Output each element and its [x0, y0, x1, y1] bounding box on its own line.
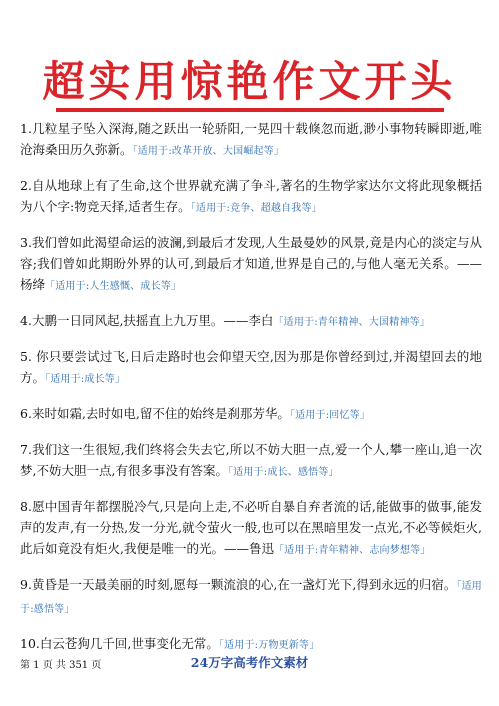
entry-tag: 「适用于:青年精神、志向梦想等」	[273, 545, 431, 556]
title-underline	[56, 108, 444, 112]
entry-text: 黄昏是一天最美丽的时刻,愿每一颗流浪的心,在一盏灯光下,得到永远的归宿。	[31, 577, 457, 592]
entry-number: 1.	[20, 121, 32, 136]
entry-tag: 「适用于:回忆等」	[289, 410, 371, 421]
list-item	[20, 574, 482, 620]
entry-text: 愿中国青年都摆脱冷气,只是向上走,不必听自暴自弃者流的话,能做事的做事,能发声的发声,有一分热,发一分光,就令萤火一般,也可以在黑暗里发一点光,不必等候炬火,此后如竟没有炬火,我便是唯一的光。——鲁迅	[20, 499, 482, 556]
entry-number: 8.	[20, 499, 32, 514]
entry-text: 几粒星子坠入深海,随之跃出一轮骄阳,一晃四十载倏忽而逝,渺小事物转瞬即逝,唯沧海桑田历久弥新。	[20, 121, 482, 157]
entry-number: 9.	[20, 577, 32, 592]
list-item	[20, 232, 482, 297]
entry-number: 3.	[20, 235, 32, 250]
entry-number: 6.	[20, 406, 32, 421]
page-number: 第 1 页 共 351 页	[20, 660, 102, 671]
entry-text: 白云苍狗几千回,世事变化无常。	[39, 636, 219, 651]
list-item	[20, 175, 482, 219]
list-item	[20, 310, 482, 333]
entry-list	[20, 118, 482, 669]
entry-text: 我们这一生很短,我们终将会失去它,所以不妨大胆一点,爱一个人,攀一座山,追一次梦,不妨大胆一点,有很多事没有答案。	[20, 442, 482, 478]
list-item	[20, 346, 482, 390]
entry-tag: 「适用于:成长、感悟等」	[227, 467, 339, 478]
entry-number: 7.	[20, 442, 32, 457]
list-item	[20, 403, 482, 426]
entry-tag: 「适用于:感悟等」	[20, 581, 482, 615]
entry-text: 我们曾如此渴望命运的波澜,到最后才发现,人生最曼妙的风景,竟是内心的淡定与从容;我们曾如此期盼外界的认可,到最后才知道,世界是自己的,与他人毫无关系。——杨绛	[20, 235, 482, 292]
entry-number: 4.	[20, 313, 32, 328]
page-title: 超实用惊艳作文开头	[42, 57, 457, 106]
entry-number: 5.	[20, 349, 32, 364]
entry-tag: 「适用于:万物更新等」	[218, 640, 320, 651]
entry-tag: 「适用于:成长等」	[45, 374, 126, 385]
entry-tag: 「适用于:青年精神、大国精神等」	[273, 317, 430, 328]
entry-number: 2.	[20, 178, 32, 193]
entry-tag: 「适用于:竞争、超越自我等」	[190, 203, 322, 214]
entry-number: 10.	[20, 636, 40, 651]
source-label: 24万字高考作文素材	[190, 655, 309, 670]
entry-tag: 「适用于:人生感慨、成长等」	[45, 281, 182, 292]
entry-text: 自从地球上有了生命,这个世界就充满了争斗,著名的生物学家达尔文将此现象概括为八个字:物竞天择,适者生存。	[20, 178, 482, 214]
entry-text: 你只要尝试过飞,日后走路时也会仰望天空,因为那是你曾经到过,并渴望回去的地方。	[20, 349, 482, 385]
list-item	[20, 496, 482, 561]
entry-tag: 「适用于:改革开放、大国崛起等」	[132, 146, 285, 157]
list-item	[20, 118, 482, 162]
entry-text: 大鹏一日同风起,扶摇直上九万里。——李白	[31, 313, 274, 328]
list-item	[20, 439, 482, 483]
entry-text: 来时如霜,去时如电,留不住的始终是刹那芳华。	[31, 406, 290, 421]
